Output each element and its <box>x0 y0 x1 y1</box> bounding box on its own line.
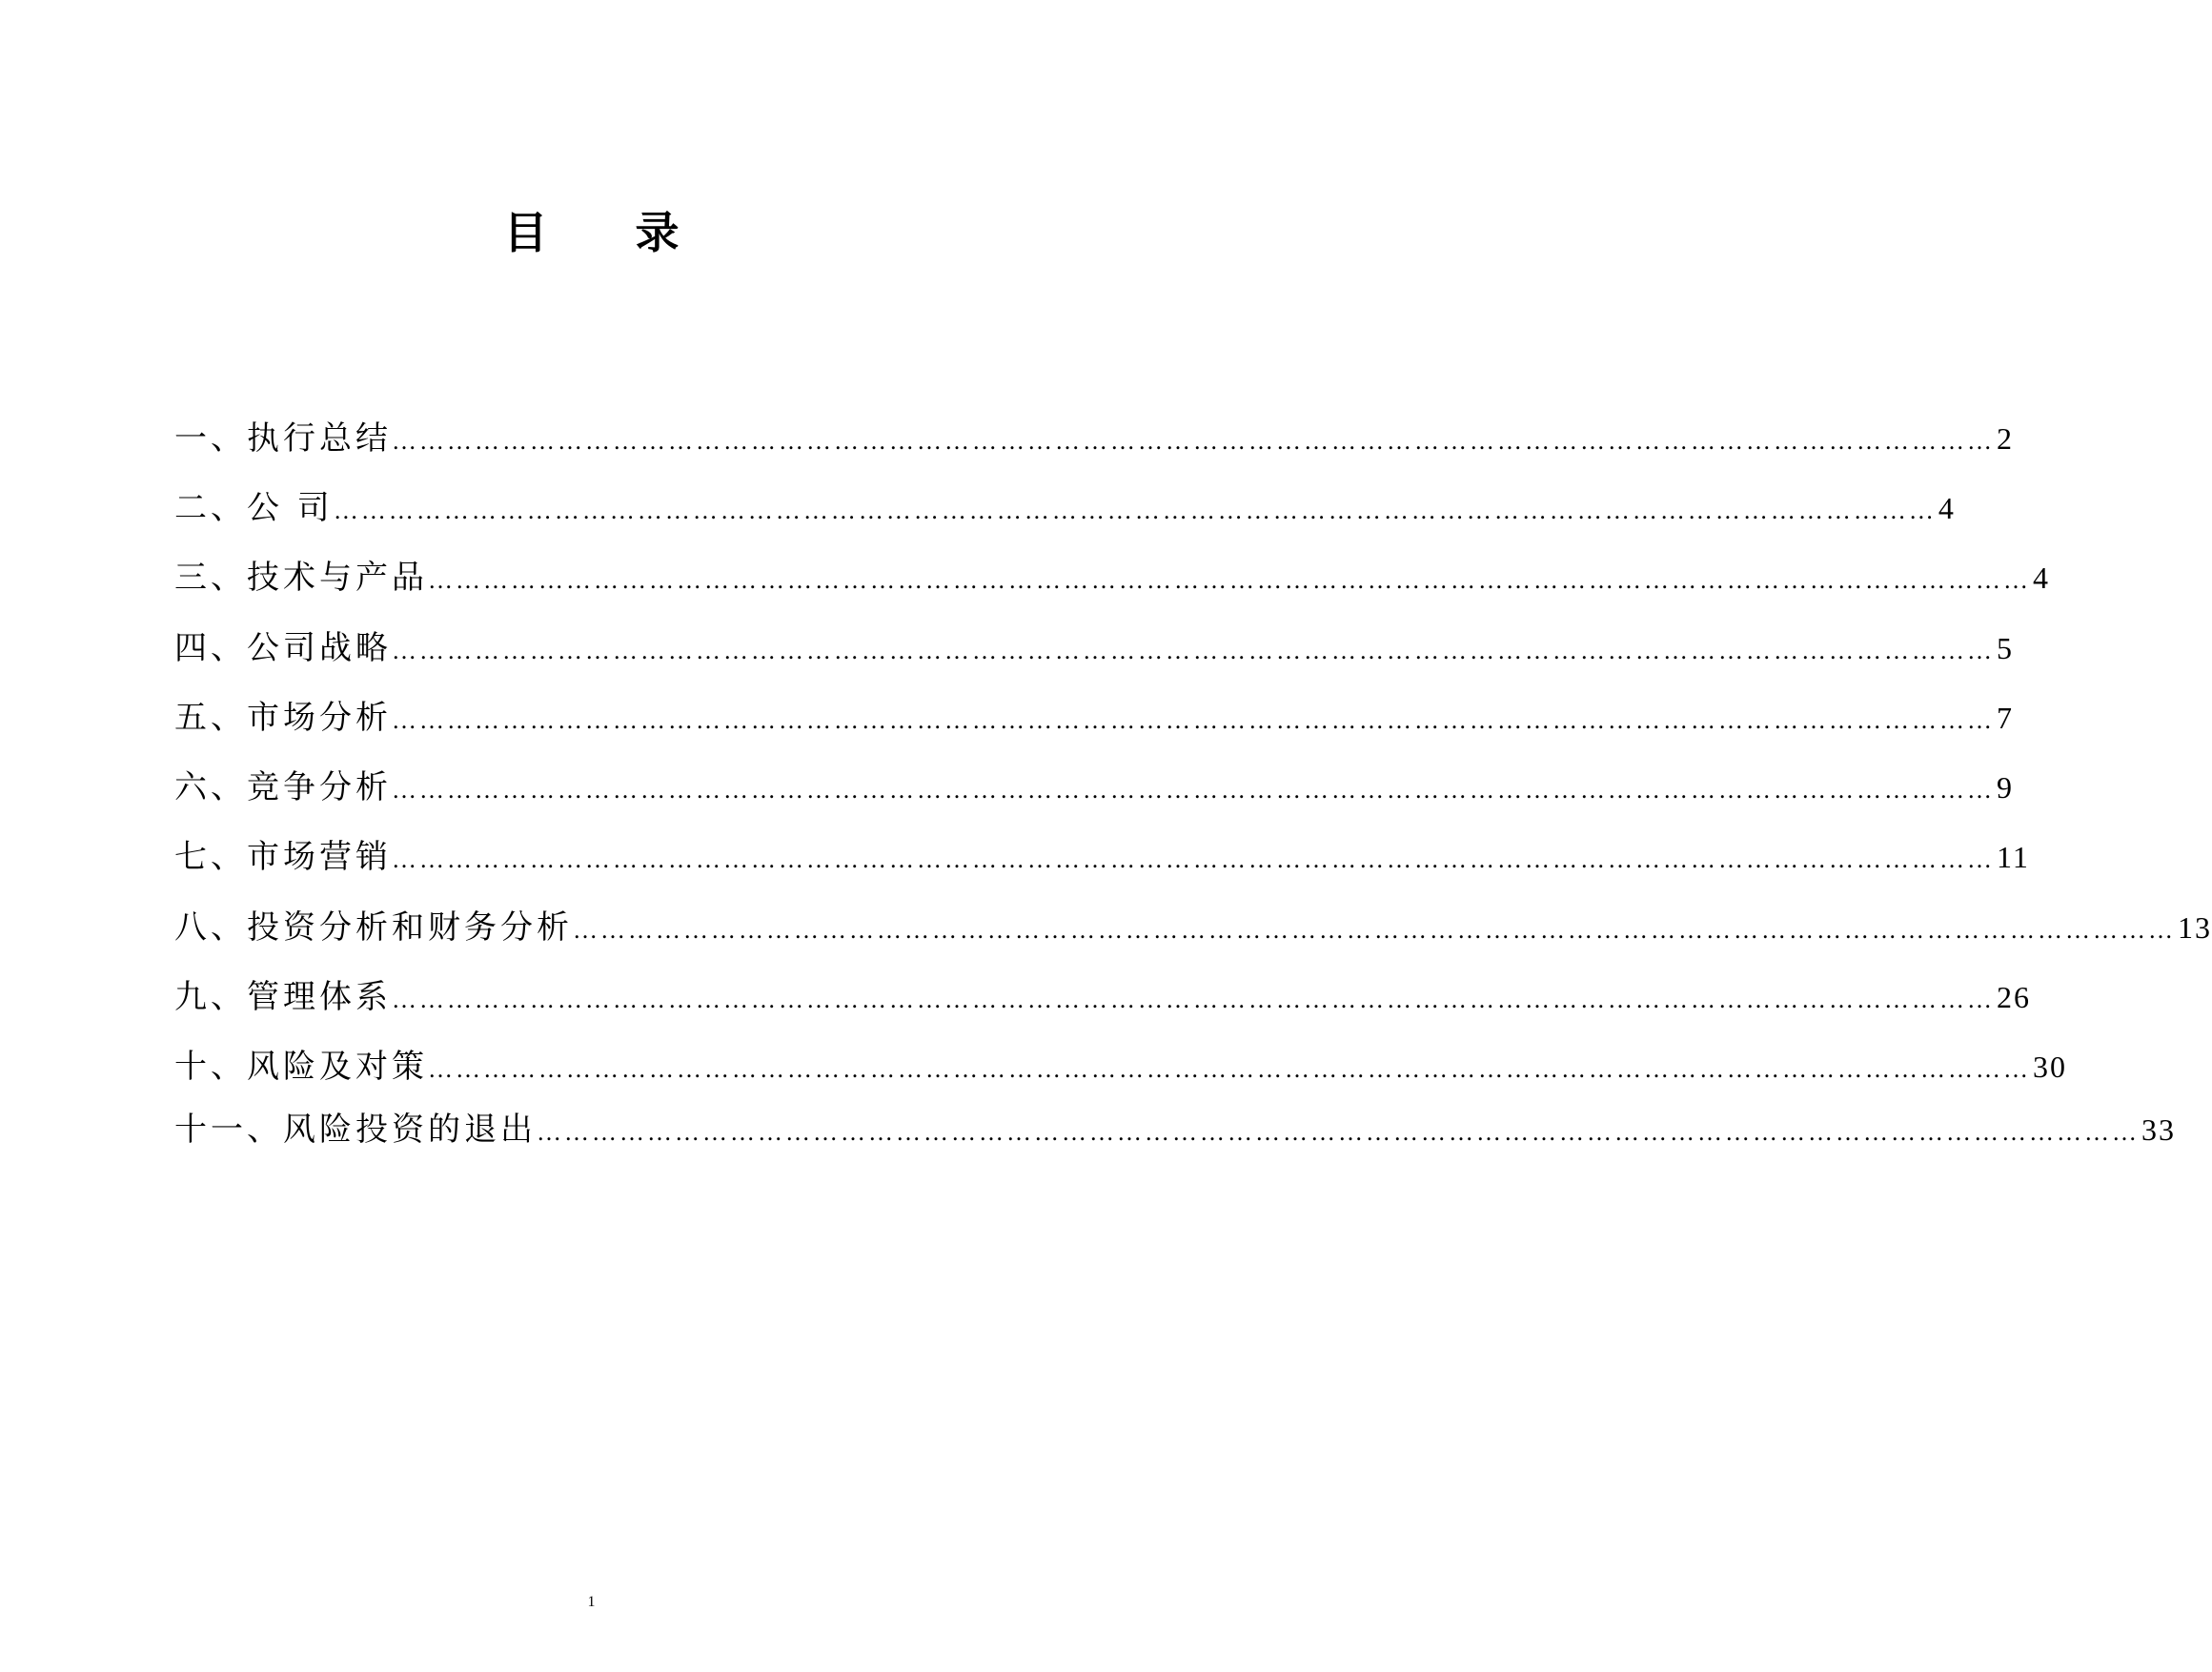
toc-entry-page: 9 <box>1997 770 2014 805</box>
toc-entry-leader: ………………………………………………………………………………………………………………………………………………………… <box>392 706 1995 734</box>
toc-entry-leader: ………………………………………………………………………………………………………………………………………………………… <box>428 1055 2031 1083</box>
toc-entry-label: 三、技术与产品 <box>174 559 428 597</box>
toc-entry-page: 4 <box>2033 561 2050 595</box>
toc-entry-leader: ………………………………………………………………………………………………………………………………………………………… <box>392 846 1995 873</box>
toc-entry-page: 7 <box>1997 701 2014 735</box>
toc-entry-leader: ………………………………………………………………………………………………………………………………………………………… <box>428 566 2031 594</box>
toc-title-char-1: 目 <box>503 207 548 258</box>
toc-entry-page: 26 <box>1997 980 2031 1014</box>
toc-entry[interactable] <box>174 1105 2176 1154</box>
toc-entry-page: 11 <box>1997 840 2030 874</box>
toc-entry[interactable] <box>174 832 2030 882</box>
toc-entry-page: 4 <box>1938 491 1956 525</box>
toc-entry-leader: ………………………………………………………………………………………………………………………………………………………… <box>392 427 1995 455</box>
toc-entry-page: 2 <box>1997 421 2014 456</box>
toc-title-char-2: 录 <box>635 207 680 258</box>
toc-entry-leader: ………………………………………………………………………………………………………………………………………………………… <box>392 986 1995 1013</box>
toc-title <box>0 206 1183 259</box>
toc-entry[interactable] <box>174 693 2014 743</box>
toc-entry-page: 30 <box>2033 1050 2067 1084</box>
toc-entry-page: 33 <box>2141 1112 2176 1147</box>
toc-entry[interactable] <box>174 414 2014 463</box>
toc-entry-page: 13 <box>2178 910 2212 945</box>
toc-entry-label: 十、风险及对策 <box>174 1048 428 1086</box>
toc-entry-label: 八、投资分析和财务分析 <box>174 908 573 947</box>
toc-entry-label: 五、市场分析 <box>174 699 392 737</box>
toc-entry[interactable] <box>174 1042 2067 1091</box>
toc-entry-label: 十一、风险投资的退出 <box>174 1111 537 1149</box>
toc-entry-page: 5 <box>1997 631 2014 665</box>
toc-entry-label: 六、竞争分析 <box>174 768 392 806</box>
toc-entry-label: 四、公司战略 <box>174 629 392 667</box>
toc-entry-leader: ………………………………………………………………………………………………………………………………………………………… <box>392 776 1995 804</box>
toc-entry-label: 九、管理体系 <box>174 978 392 1016</box>
toc-entry[interactable] <box>174 623 2014 673</box>
toc-entry[interactable] <box>174 483 1956 533</box>
toc-entry-leader: ………………………………………………………………………………………………………………………………………………………… <box>573 916 2176 944</box>
page-number: 1 <box>587 1594 596 1610</box>
toc-entry-label: 一、执行总结 <box>174 419 392 458</box>
toc-entry[interactable] <box>174 763 2014 812</box>
toc-entry[interactable] <box>174 972 2031 1022</box>
toc-entry[interactable] <box>174 553 2050 602</box>
toc-entry-leader: ………………………………………………………………………………………………………………………………………………………… <box>537 1118 2140 1146</box>
toc-entry[interactable] <box>174 903 2212 952</box>
toc-entry-label: 七、市场营销 <box>174 838 392 876</box>
toc-entry-leader: ………………………………………………………………………………………………………………………………………………………… <box>333 497 1937 524</box>
toc-entry-label: 二、公 司 <box>174 489 334 527</box>
toc-entry-leader: ………………………………………………………………………………………………………………………………………………………… <box>392 637 1995 664</box>
